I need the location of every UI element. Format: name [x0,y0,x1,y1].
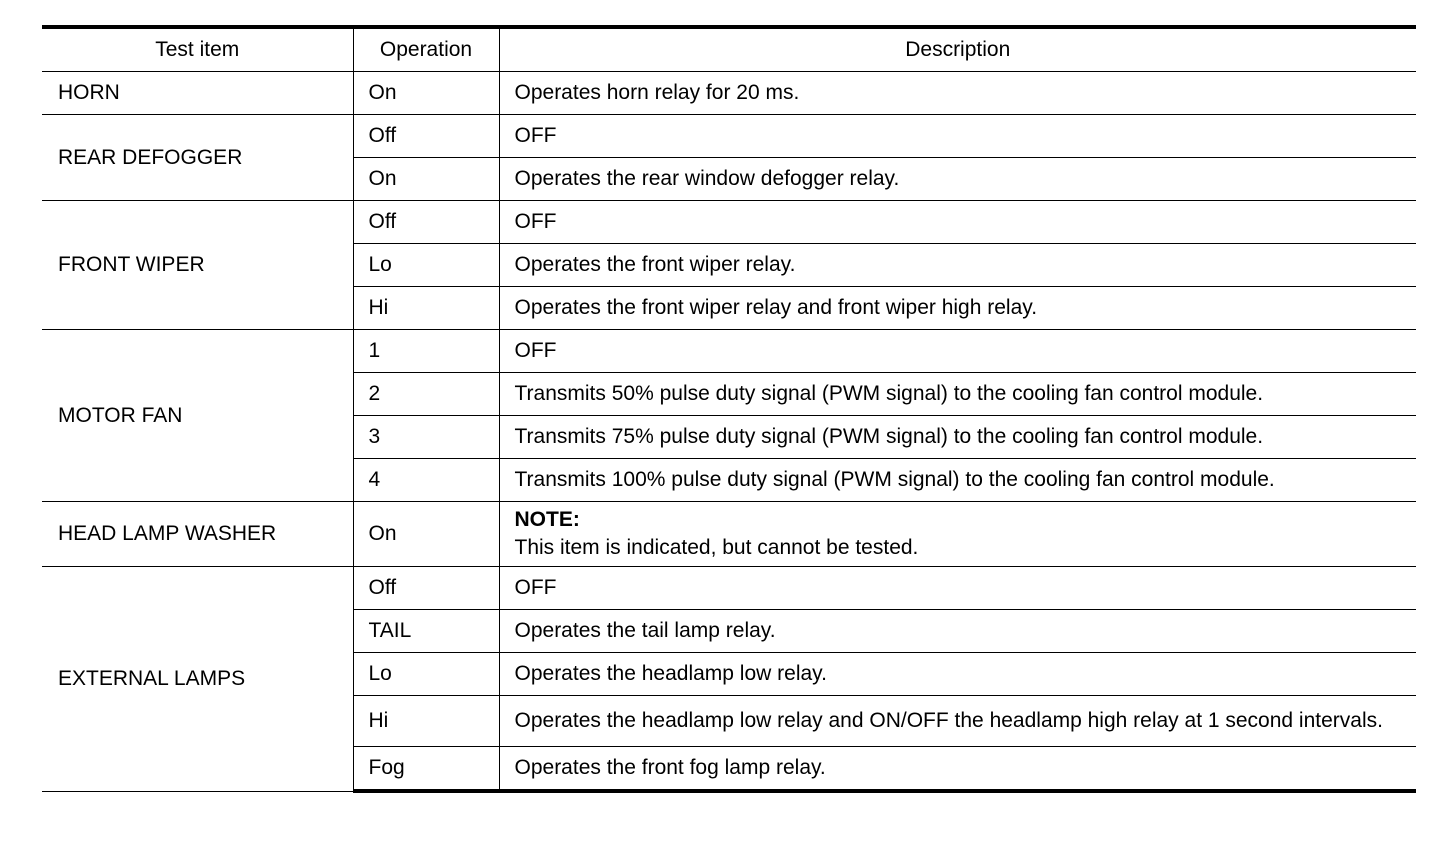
operation-cell: On [353,158,499,201]
description-cell: Operates the headlamp low relay. [499,653,1416,696]
operation-cell: Fog [353,747,499,792]
description-cell: Operates the tail lamp relay. [499,610,1416,653]
test-item-table [42,25,1416,793]
description-cell: Transmits 50% pulse duty signal (PWM signal) to the cooling fan control module. [499,373,1416,416]
description-cell [499,502,1416,567]
table-row [42,502,1416,567]
header-description: Description [499,27,1416,72]
table-row [42,115,1416,158]
description-cell: OFF [499,567,1416,610]
header-test-item: Test item [42,27,353,72]
description-cell: OFF [499,115,1416,158]
description-cell: Operates the headlamp low relay and ON/OFF the headlamp high relay at 1 second intervals. [499,696,1416,747]
description-cell: Operates horn relay for 20 ms. [499,72,1416,115]
operation-cell: Lo [353,653,499,696]
operation-cell: TAIL [353,610,499,653]
operation-cell: 2 [353,373,499,416]
test-item-cell: EXTERNAL LAMPS [42,567,353,792]
table-header-row [42,27,1416,72]
description-cell: Operates the front fog lamp relay. [499,747,1416,792]
description-cell: Operates the rear window defogger relay. [499,158,1416,201]
test-item-cell: MOTOR FAN [42,330,353,502]
operation-cell: 3 [353,416,499,459]
test-item-cell: REAR DEFOGGER [42,115,353,201]
table-row [42,567,1416,610]
header-operation: Operation [353,27,499,72]
operation-cell: On [353,72,499,115]
description-cell: OFF [499,201,1416,244]
test-item-cell: HORN [42,72,353,115]
operation-cell: Off [353,567,499,610]
description-cell: Operates the front wiper relay. [499,244,1416,287]
table-row [42,201,1416,244]
description-cell: Operates the front wiper relay and front wiper high relay. [499,287,1416,330]
operation-cell: Off [353,115,499,158]
operation-cell: 1 [353,330,499,373]
operation-cell: On [353,502,499,567]
description-cell: Transmits 100% pulse duty signal (PWM signal) to the cooling fan control module. [499,459,1416,502]
note-label: NOTE: [514,508,580,531]
operation-cell: Lo [353,244,499,287]
note-text: This item is indicated, but cannot be tested. [514,536,919,559]
description-cell: OFF [499,330,1416,373]
description-cell: Transmits 75% pulse duty signal (PWM signal) to the cooling fan control module. [499,416,1416,459]
operation-cell: Hi [353,287,499,330]
test-item-cell: FRONT WIPER [42,201,353,330]
operation-cell: 4 [353,459,499,502]
table-row [42,72,1416,115]
operation-cell: Hi [353,696,499,747]
table-row [42,330,1416,373]
operation-cell: Off [353,201,499,244]
test-item-cell: HEAD LAMP WASHER [42,502,353,567]
